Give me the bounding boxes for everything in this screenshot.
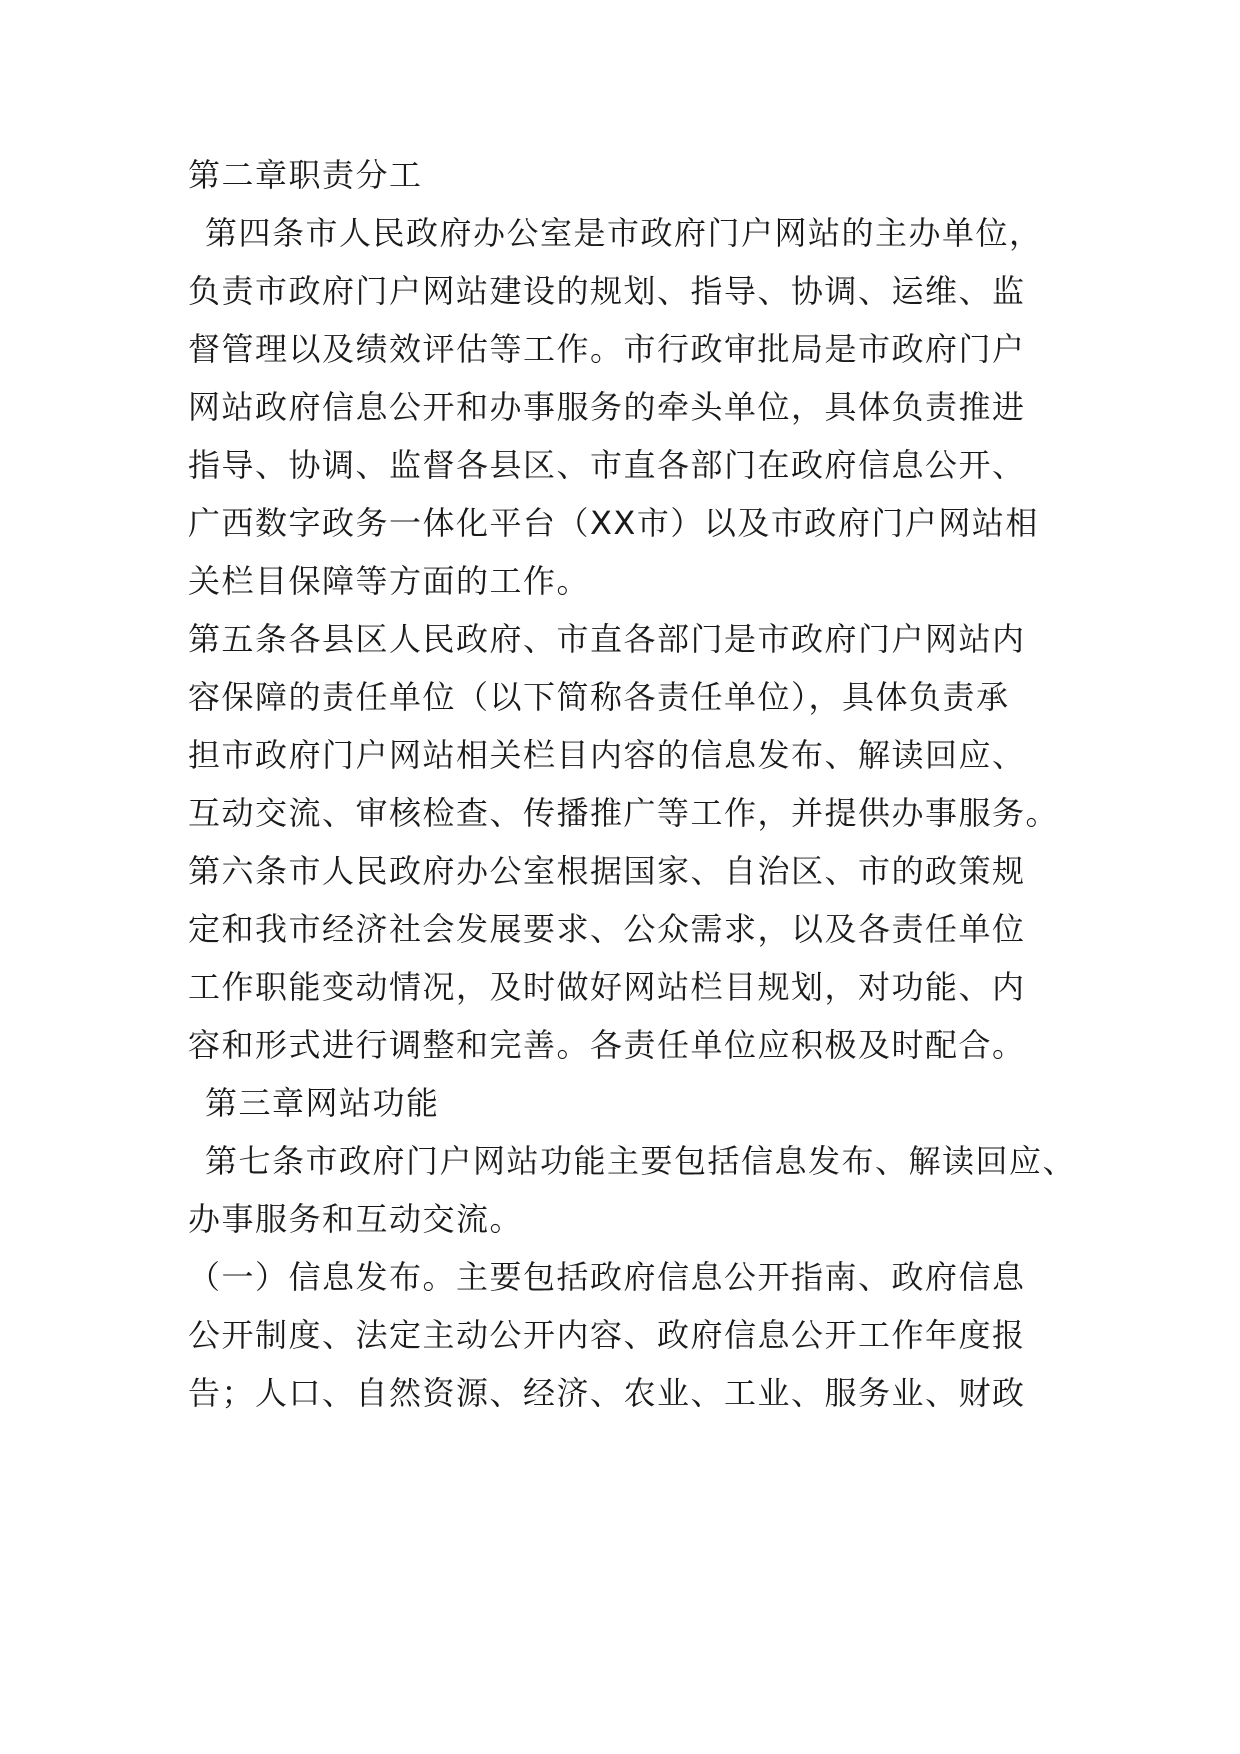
- paragraph-line: 第四条市人民政府办公室是市政府门户网站的主办单位，: [205, 214, 1043, 252]
- paragraph-line: 第七条市政府门户网站功能主要包括信息发布、解读回应、: [205, 1142, 1077, 1180]
- paragraph-line: 广西数字政务一体化平台（XX市）以及市政府门户网站相: [188, 504, 1039, 542]
- paragraph-line: 告；人口、自然资源、经济、农业、工业、服务业、财政: [188, 1374, 1026, 1412]
- paragraph-line: 负责市政府门户网站建设的规划、指导、协调、运维、监: [188, 272, 1026, 310]
- paragraph-line: 容保障的责任单位（以下简称各责任单位），具体负责承: [188, 678, 1010, 716]
- paragraph-line: （一）信息发布。主要包括政府信息公开指南、政府信息: [188, 1258, 1026, 1296]
- paragraph-line: 办事服务和互动交流。: [188, 1200, 524, 1238]
- paragraph-line: 担市政府门户网站相关栏目内容的信息发布、解读回应、: [188, 736, 1026, 774]
- paragraph-line: 指导、协调、监督各县区、市直各部门在政府信息公开、: [188, 446, 1026, 484]
- paragraph-line: 第五条各县区人民政府、市直各部门是市政府门户网站内: [188, 620, 1026, 658]
- paragraph-line: 互动交流、审核检查、传播推广等工作，并提供办事服务。: [188, 794, 1060, 832]
- paragraph-line: 关栏目保障等方面的工作。: [188, 562, 591, 600]
- paragraph-line: 公开制度、法定主动公开内容、政府信息公开工作年度报: [188, 1316, 1026, 1354]
- chapter-heading: 第二章职责分工: [188, 156, 423, 194]
- paragraph-line: 督管理以及绩效评估等工作。市行政审批局是市政府门户: [188, 330, 1026, 368]
- paragraph-line: 容和形式进行调整和完善。各责任单位应积极及时配合。: [188, 1026, 1026, 1064]
- paragraph-line: 工作职能变动情况，及时做好网站栏目规划，对功能、内: [188, 968, 1026, 1006]
- paragraph-line: 第六条市人民政府办公室根据国家、自治区、市的政策规: [188, 852, 1026, 890]
- paragraph-line: 网站政府信息公开和办事服务的牵头单位，具体负责推进: [188, 388, 1026, 426]
- chapter-heading: 第三章网站功能: [205, 1084, 440, 1122]
- paragraph-line: 定和我市经济社会发展要求、公众需求，以及各责任单位: [188, 910, 1026, 948]
